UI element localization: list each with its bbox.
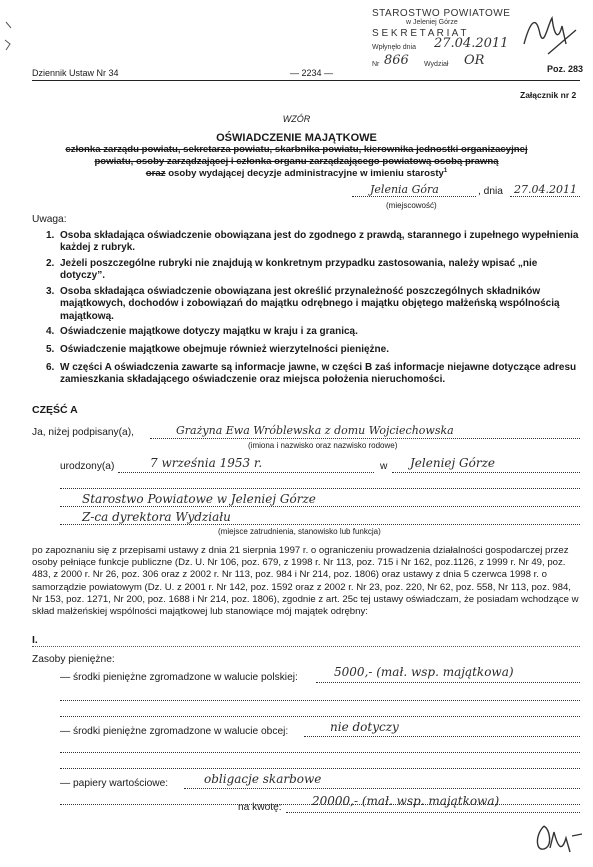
- name-label: Ja, niżej podpisany(a),: [32, 427, 134, 438]
- name-caption: (imiona i nazwisko oraz nazwisko rodowe): [248, 441, 398, 450]
- note-text: Oświadczenie majątkowe obejmuje również wierzytelności pieniężne.: [60, 344, 389, 355]
- amount-label: na kwotę:: [238, 802, 282, 813]
- stamp-received-label: Wpłynęło dnia: [372, 44, 416, 51]
- foreign-line-3: [60, 768, 580, 769]
- born-label: urodzony(a): [60, 461, 115, 472]
- note-number: 5.: [46, 344, 55, 355]
- journal-title: Dziennik Ustaw Nr 34: [32, 68, 119, 78]
- margin-mark: [2, 18, 16, 58]
- registration-stamp: [360, 8, 510, 70]
- employment-value-1: Starostwo Powiatowe w Jeleniej Górze: [82, 492, 316, 506]
- note-text: Oświadczenie majątkowe dotyczy majątku w kraju i za granicą.: [60, 326, 358, 337]
- stamp-city: w Jeleniej Górze: [406, 19, 458, 26]
- stamp-received-value: 27.04.2011: [434, 36, 509, 51]
- foreign-line-2: [60, 752, 580, 753]
- footnote-marker: 1: [443, 168, 448, 174]
- employment-caption: (miejsce zatrudnienia, stanowisko lub funkcja): [218, 527, 381, 536]
- employment-value-2: Z-ca dyrektora Wydziału: [82, 510, 231, 524]
- stamp-number-label: Nr: [372, 61, 380, 68]
- born-date-value: 7 września 1953 r.: [150, 456, 263, 470]
- pln-label: — środki pieniężne zgromadzone w walucie polskiej:: [60, 672, 298, 683]
- pln-value: 5000,- (mał. wsp. majątkowa): [334, 665, 514, 679]
- note-3: [46, 286, 580, 323]
- initials-signature: [518, 4, 580, 68]
- born-in-label: w: [380, 461, 388, 472]
- signature-mark: [530, 818, 586, 866]
- struck-subtitle-1: członka zarządu powiatu, sekretarza powiatu, skarbnika powiatu, kierownika jednostki organizacyjnej: [65, 144, 528, 155]
- born-place-line: [392, 472, 580, 473]
- document-title: OŚWIADCZENIE MAJĄTKOWE: [216, 132, 377, 144]
- stamp-wydzial-value: OR: [464, 53, 485, 68]
- note-5: [46, 344, 580, 356]
- place-line: [352, 196, 476, 197]
- place-value: Jelenia Góra: [370, 183, 439, 196]
- header-rule: [32, 80, 580, 81]
- section-rule: [32, 646, 580, 647]
- born-place-value: Jeleniej Górze: [410, 456, 496, 470]
- note-text: Jeżeli poszczególne rubryki nie znajdują w konkretnym przypadku zastosowania, należy wpisać „nie dotyczy”.: [60, 258, 538, 282]
- note-number: 6.: [46, 362, 55, 373]
- uwaga-heading: Uwaga:: [32, 214, 67, 225]
- stamp-wydzial-label: Wydział: [424, 61, 449, 68]
- legal-text: po zapoznaniu się z przepisami ustawy z dnia 21 sierpnia 1997 r. o ograniczeniu prowadzenia działalności gospodarczej przez osoby pełniące funkcje publiczne (Dz. U. Nr 106, poz. 679, z 1998 r. Nr 113, poz. 715 i Nr 162, poz.1126, z 1999 r. Nr 49, poz. 483, z 2000 r. Nr 26, poz. 306 oraz z 2002 r. Nr 113, poz. 984 i Nr 214, poz. 1806) oraz ustawy z dnia 5 czerwca 1998 r. o samorządzie powiatowym (Dz. U. z 2001 r. Nr 142, poz. 1592 oraz z 2002 r. Nr 23, poz. 220, Nr 62, poz. 558, Nr 113, poz. 984, Nr 153, poz. 1271, Nr 200, poz. 1688 i Nr 214, poz. 1806), zgodnie z art. 25c tej ustawy oświadczam, że posiadam wchodzące w skład małżeńskiej wspólności majątkowej lub stanowiące mój majątek odrębny:: [32, 545, 579, 618]
- name-line: [150, 438, 580, 439]
- struck-subtitle-2: powiatu, osoby zarządzającej i członka organu zarządzającego powiatową osobą prawną: [94, 156, 499, 167]
- cash-heading: Zasoby pieniężne:: [32, 654, 115, 665]
- foreign-value: nie dotyczy: [330, 720, 399, 734]
- journal-page: — 2234 —: [290, 68, 334, 78]
- note-2: [46, 258, 580, 283]
- employment-line-1: [60, 506, 580, 507]
- employment-line-2: [60, 524, 580, 525]
- foreign-line: [304, 736, 580, 737]
- note-number: 2.: [46, 258, 55, 269]
- papers-label: — papiery wartościowe:: [60, 778, 169, 789]
- attachment-label: Załącznik nr 2: [520, 90, 577, 100]
- amount-value: 20000,- (mał. wsp. majątkowa): [312, 794, 500, 808]
- foreign-label: — środki pieniężne zgromadzone w walucie obcej:: [60, 726, 289, 737]
- note-number: 1.: [46, 230, 55, 241]
- stamp-number-value: 866: [384, 53, 409, 68]
- wzor-label: WZÓR: [282, 114, 311, 124]
- name-value: Grażyna Ewa Wróblewska z domu Wojciechowska: [176, 424, 454, 437]
- amount-line: [286, 812, 580, 813]
- pln-line-2: [60, 700, 580, 701]
- stamp-dept: S E K R E T A R I A T: [372, 28, 467, 39]
- pln-line: [316, 682, 580, 683]
- blank-line: [60, 488, 580, 489]
- papers-line: [184, 788, 580, 789]
- note-4: [46, 326, 580, 338]
- stamp-office: STAROSTWO POWIATOWE: [372, 8, 511, 19]
- note-text: Osoba składająca oświadczenie obowiązana jest określić przynależność poszczególnych składników majątkowych, dochodów i zobowiązań do majątku odrębnego i majątku objętego małżeńską wspólnością majątkową.: [60, 286, 560, 322]
- papers-value: obligacje skarbowe: [204, 772, 322, 786]
- subtitle-line-3: [0, 168, 593, 179]
- note-text: W części A oświadczenia zawarte są informacje jawne, w części B zaś informacje niejawne dotyczące adresu zamieszkania składającego oświadczenie oraz miejsca położenia nieruchomości.: [60, 362, 577, 386]
- note-text: Osoba składająca oświadczenie obowiązana jest do zgodnego z prawdą, starannego i zupełnego wypełnienia każdej z rubryk.: [60, 230, 579, 254]
- date-value: 27.04.2011: [514, 183, 577, 196]
- section-roman: I.: [32, 634, 38, 646]
- part-a-heading: CZĘŚĆ A: [32, 404, 78, 416]
- struck-subtitle-3: oraz: [145, 168, 166, 180]
- place-caption: (miejscowość): [386, 201, 437, 210]
- journal-position: Poz. 283: [547, 64, 584, 74]
- subtitle-rest: osoby wydającej decyzje administracyjne w imieniu starosty: [168, 168, 444, 180]
- born-date-line: [118, 472, 374, 473]
- note-1: [46, 230, 580, 255]
- note-number: 4.: [46, 326, 55, 337]
- date-line: [510, 196, 580, 197]
- date-label: , dnia: [478, 186, 503, 197]
- note-6: [46, 362, 580, 387]
- note-number: 3.: [46, 286, 55, 297]
- pln-line-3: [60, 716, 580, 717]
